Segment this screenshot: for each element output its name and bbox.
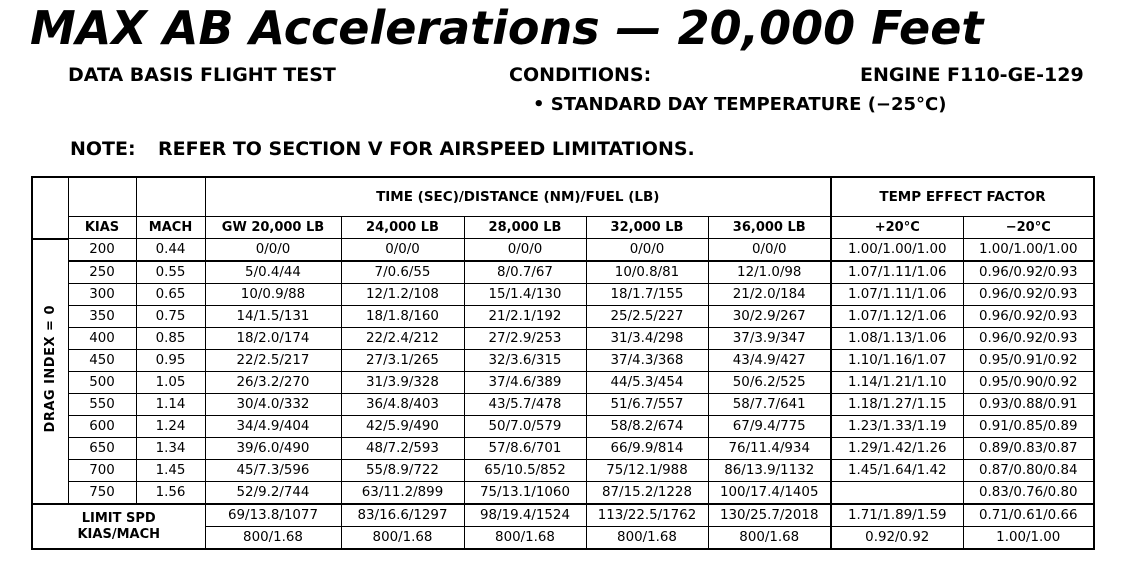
col-header-gw24: 24,000 LB — [341, 217, 464, 239]
cell-minus20: 0.96/0.92/0.93 — [963, 306, 1094, 328]
cell-limit2-gw32: 800/1.68 — [586, 527, 708, 550]
cell-gw32: 51/6.7/557 — [586, 394, 708, 416]
blank-header-kias — [68, 177, 136, 217]
cell-minus20: 0.96/0.92/0.93 — [963, 284, 1094, 306]
cell-plus20: 1.10/1.16/1.07 — [831, 350, 963, 372]
cell-gw28: 0/0/0 — [464, 239, 586, 262]
cell-gw20: 18/2.0/174 — [205, 328, 341, 350]
cell-limit2-plus20: 0.92/0.92 — [831, 527, 963, 550]
cell-gw36: 12/1.0/98 — [708, 261, 831, 284]
cell-gw24: 63/11.2/899 — [341, 482, 464, 505]
cell-minus20: 0.96/0.92/0.93 — [963, 261, 1094, 284]
cell-mach: 0.44 — [136, 239, 205, 262]
cell-gw20: 52/9.2/744 — [205, 482, 341, 505]
cell-gw24: 36/4.8/403 — [341, 394, 464, 416]
cell-gw28: 32/3.6/315 — [464, 350, 586, 372]
cell-gw24: 31/3.9/328 — [341, 372, 464, 394]
cell-gw36: 76/11.4/934 — [708, 438, 831, 460]
cell-gw20: 34/4.9/404 — [205, 416, 341, 438]
cell-gw20: 5/0.4/44 — [205, 261, 341, 284]
cell-kias: 300 — [68, 284, 136, 306]
cell-minus20: 1.00/1.00/1.00 — [963, 239, 1094, 262]
group-header-temp: TEMP EFFECT FACTOR — [831, 177, 1094, 217]
limit-label-cell — [32, 504, 205, 549]
group-header-tdf: TIME (SEC)/DISTANCE (NM)/FUEL (LB) — [205, 177, 831, 217]
cell-gw28: 27/2.9/253 — [464, 328, 586, 350]
cell-mach: 1.14 — [136, 394, 205, 416]
corner-cell — [32, 177, 68, 239]
cell-gw28: 57/8.6/701 — [464, 438, 586, 460]
cell-mach: 0.85 — [136, 328, 205, 350]
cell-plus20: 1.07/1.12/1.06 — [831, 306, 963, 328]
cell-mach: 0.55 — [136, 261, 205, 284]
cell-mach: 1.24 — [136, 416, 205, 438]
cell-gw20: 39/6.0/490 — [205, 438, 341, 460]
cell-gw36: 86/13.9/1132 — [708, 460, 831, 482]
cell-minus20: 0.95/0.90/0.92 — [963, 372, 1094, 394]
cell-plus20: 1.07/1.11/1.06 — [831, 261, 963, 284]
cell-kias: 600 — [68, 416, 136, 438]
cell-mach: 0.65 — [136, 284, 205, 306]
cell-gw32: 10/0.8/81 — [586, 261, 708, 284]
engine-label: ENGINE F110-GE-129 — [860, 64, 1084, 86]
cell-limit-gw24: 83/16.6/1297 — [341, 504, 464, 527]
note-label: NOTE: — [70, 138, 136, 160]
condition-item: • STANDARD DAY TEMPERATURE (−25°C) — [533, 94, 947, 115]
cell-minus20: 0.89/0.83/0.87 — [963, 438, 1094, 460]
cell-plus20: 1.00/1.00/1.00 — [831, 239, 963, 262]
cell-gw36: 58/7.7/641 — [708, 394, 831, 416]
note-text: REFER TO SECTION V FOR AIRSPEED LIMITATIONS. — [158, 138, 695, 160]
col-header-minus20: −20°C — [963, 217, 1094, 239]
cell-plus20: 1.18/1.27/1.15 — [831, 394, 963, 416]
cell-plus20: 1.29/1.42/1.26 — [831, 438, 963, 460]
cell-gw32: 75/12.1/988 — [586, 460, 708, 482]
cell-gw32: 87/15.2/1228 — [586, 482, 708, 505]
cell-kias: 450 — [68, 350, 136, 372]
cell-minus20: 0.87/0.80/0.84 — [963, 460, 1094, 482]
side-label-cell — [32, 239, 68, 505]
cell-limit-minus20: 0.71/0.61/0.66 — [963, 504, 1094, 527]
cell-gw32: 44/5.3/454 — [586, 372, 708, 394]
col-header-gw32: 32,000 LB — [586, 217, 708, 239]
cell-gw24: 42/5.9/490 — [341, 416, 464, 438]
drag-index-label: DRAG INDEX = 0 — [42, 304, 58, 432]
cell-mach: 1.45 — [136, 460, 205, 482]
col-header-plus20: +20°C — [831, 217, 963, 239]
cell-gw24: 48/7.2/593 — [341, 438, 464, 460]
cell-gw20: 14/1.5/131 — [205, 306, 341, 328]
cell-gw24: 55/8.9/722 — [341, 460, 464, 482]
cell-limit-plus20: 1.71/1.89/1.59 — [831, 504, 963, 527]
cell-gw28: 37/4.6/389 — [464, 372, 586, 394]
cell-limit2-gw36: 800/1.68 — [708, 527, 831, 550]
cell-gw36: 37/3.9/347 — [708, 328, 831, 350]
cell-gw24: 7/0.6/55 — [341, 261, 464, 284]
cell-gw24: 12/1.2/108 — [341, 284, 464, 306]
cell-gw24: 18/1.8/160 — [341, 306, 464, 328]
cell-mach: 1.05 — [136, 372, 205, 394]
note-line — [70, 138, 695, 160]
cell-gw28: 43/5.7/478 — [464, 394, 586, 416]
cell-gw32: 66/9.9/814 — [586, 438, 708, 460]
cell-gw28: 50/7.0/579 — [464, 416, 586, 438]
table-body — [32, 239, 1094, 550]
cell-gw28: 75/13.1/1060 — [464, 482, 586, 505]
cell-limit-gw20: 69/13.8/1077 — [205, 504, 341, 527]
cell-limit-gw28: 98/19.4/1524 — [464, 504, 586, 527]
cell-gw28: 65/10.5/852 — [464, 460, 586, 482]
cell-mach: 0.95 — [136, 350, 205, 372]
cell-limit2-gw24: 800/1.68 — [341, 527, 464, 550]
cell-gw28: 21/2.1/192 — [464, 306, 586, 328]
cell-gw20: 22/2.5/217 — [205, 350, 341, 372]
cell-plus20: 1.23/1.33/1.19 — [831, 416, 963, 438]
blank-header-mach — [136, 177, 205, 217]
cell-plus20: 1.07/1.11/1.06 — [831, 284, 963, 306]
cell-kias: 200 — [68, 239, 136, 262]
col-header-gw28: 28,000 LB — [464, 217, 586, 239]
cell-minus20: 0.83/0.76/0.80 — [963, 482, 1094, 505]
cell-gw32: 37/4.3/368 — [586, 350, 708, 372]
cell-gw32: 31/3.4/298 — [586, 328, 708, 350]
acceleration-table — [31, 176, 1095, 550]
cell-plus20: 1.45/1.64/1.42 — [831, 460, 963, 482]
cell-gw20: 0/0/0 — [205, 239, 341, 262]
col-header-gw36: 36,000 LB — [708, 217, 831, 239]
cell-gw36: 30/2.9/267 — [708, 306, 831, 328]
cell-limit2-minus20: 1.00/1.00 — [963, 527, 1094, 550]
cell-kias: 500 — [68, 372, 136, 394]
cell-kias: 700 — [68, 460, 136, 482]
cell-plus20 — [831, 482, 963, 505]
cell-gw36: 0/0/0 — [708, 239, 831, 262]
cell-gw24: 0/0/0 — [341, 239, 464, 262]
cell-mach: 1.34 — [136, 438, 205, 460]
col-header-gw20: GW 20,000 LB — [205, 217, 341, 239]
cell-gw36: 50/6.2/525 — [708, 372, 831, 394]
cell-kias: 400 — [68, 328, 136, 350]
cell-gw32: 0/0/0 — [586, 239, 708, 262]
cell-kias: 550 — [68, 394, 136, 416]
cell-gw36: 21/2.0/184 — [708, 284, 831, 306]
cell-limit-gw32: 113/22.5/1762 — [586, 504, 708, 527]
data-basis: DATA BASIS FLIGHT TEST — [68, 64, 336, 86]
cell-plus20: 1.14/1.21/1.10 — [831, 372, 963, 394]
cell-minus20: 0.95/0.91/0.92 — [963, 350, 1094, 372]
conditions-label: CONDITIONS: — [509, 64, 652, 86]
cell-limit2-gw20: 800/1.68 — [205, 527, 341, 550]
cell-gw20: 45/7.3/596 — [205, 460, 341, 482]
cell-gw20: 26/3.2/270 — [205, 372, 341, 394]
col-header-kias: KIAS — [68, 217, 136, 239]
cell-kias: 650 — [68, 438, 136, 460]
cell-gw20: 30/4.0/332 — [205, 394, 341, 416]
cell-gw36: 67/9.4/775 — [708, 416, 831, 438]
page-title: MAX AB Accelerations — 20,000 Feet — [30, 1, 984, 55]
cell-gw36: 100/17.4/1405 — [708, 482, 831, 505]
cell-gw28: 15/1.4/130 — [464, 284, 586, 306]
cell-limit-gw36: 130/25.7/2018 — [708, 504, 831, 527]
cell-gw36: 43/4.9/427 — [708, 350, 831, 372]
cell-limit2-gw28: 800/1.68 — [464, 527, 586, 550]
cell-mach: 1.56 — [136, 482, 205, 505]
cell-gw32: 25/2.5/227 — [586, 306, 708, 328]
cell-minus20: 0.93/0.88/0.91 — [963, 394, 1094, 416]
cell-plus20: 1.08/1.13/1.06 — [831, 328, 963, 350]
cell-gw32: 18/1.7/155 — [586, 284, 708, 306]
cell-kias: 750 — [68, 482, 136, 505]
cell-gw24: 22/2.4/212 — [341, 328, 464, 350]
cell-gw32: 58/8.2/674 — [586, 416, 708, 438]
limit-label-line1: LIMIT SPD — [81, 510, 156, 526]
cell-kias: 250 — [68, 261, 136, 284]
cell-kias: 350 — [68, 306, 136, 328]
cell-minus20: 0.96/0.92/0.93 — [963, 328, 1094, 350]
cell-minus20: 0.91/0.85/0.89 — [963, 416, 1094, 438]
cell-gw20: 10/0.9/88 — [205, 284, 341, 306]
limit-label-line2: KIAS/MACH — [77, 526, 160, 542]
col-header-mach: MACH — [136, 217, 205, 239]
cell-gw28: 8/0.7/67 — [464, 261, 586, 284]
cell-mach: 0.75 — [136, 306, 205, 328]
cell-gw24: 27/3.1/265 — [341, 350, 464, 372]
